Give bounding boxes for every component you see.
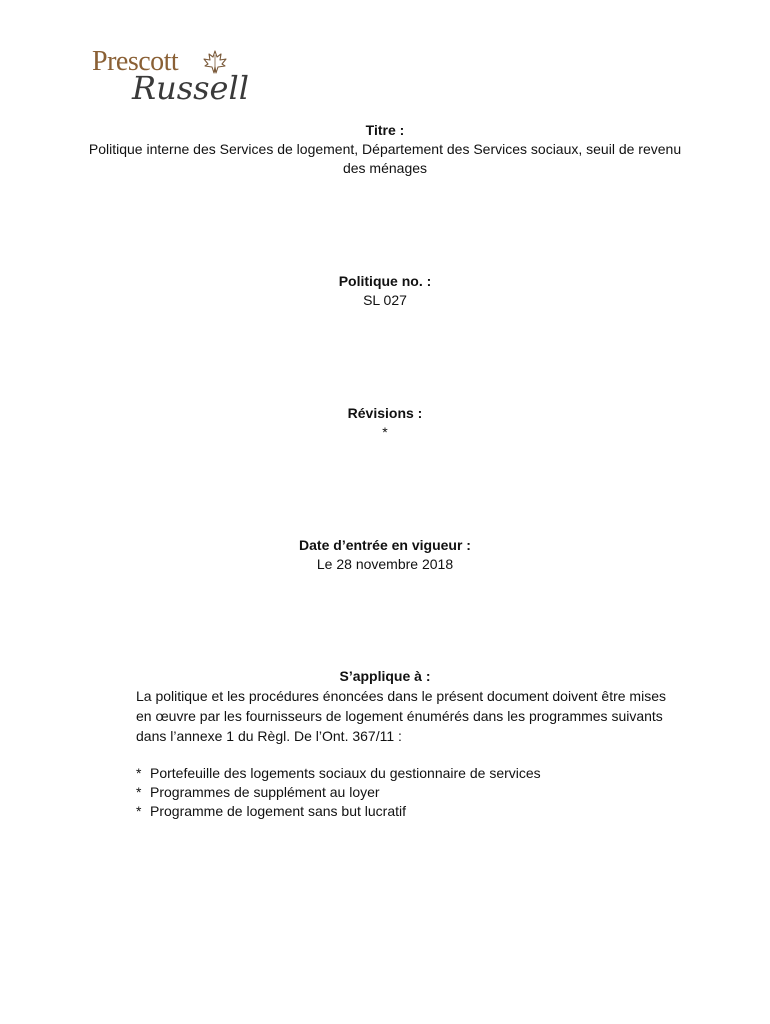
list-item: [136, 783, 676, 802]
list-item: [136, 764, 676, 783]
effective-date-label: Date d’entrée en vigueur :: [299, 537, 471, 553]
applies-to-label: S’applique à :: [339, 668, 431, 684]
title-value: Politique interne des Services de logement, Département des Services sociaux, seuil de revenu des ménages: [88, 141, 682, 176]
revisions-label: Révisions :: [347, 405, 423, 421]
bullet-marker: *: [136, 784, 142, 800]
bullet-marker: *: [136, 765, 142, 781]
list-item-text: Portefeuille des logements sociaux du gestionnaire de services: [150, 765, 541, 781]
effective-date-section: [0, 536, 770, 574]
policy-number-section: [0, 272, 770, 310]
revisions-value: *: [382, 424, 388, 440]
logo-prescott-text: Prescott: [92, 46, 179, 77]
program-list: [136, 764, 676, 821]
policy-number-label: Politique no. :: [338, 273, 432, 289]
effective-date-value: Le 28 novembre 2018: [316, 556, 454, 572]
policy-number-value: SL 027: [363, 292, 407, 308]
prescott-russell-logo: [92, 44, 252, 106]
list-item: [136, 802, 676, 821]
applies-to-body: La politique et les procédures énoncées dans le présent document doivent être mises en œuvre par les fournisseurs de logement énumérés dans les programmes suivants dans l’annexe 1 du Règl. De l’Ont. 367/11 :: [136, 688, 666, 744]
list-item-text: Programmes de supplément au loyer: [150, 784, 380, 800]
title-label: Titre :: [365, 122, 405, 138]
bullet-marker: *: [136, 803, 142, 819]
revisions-section: [0, 404, 770, 442]
list-item-text: Programme de logement sans but lucratif: [150, 803, 407, 819]
title-section: [0, 121, 770, 178]
applies-to-section: [0, 667, 770, 686]
logo-russell-text: Russell: [132, 69, 249, 107]
